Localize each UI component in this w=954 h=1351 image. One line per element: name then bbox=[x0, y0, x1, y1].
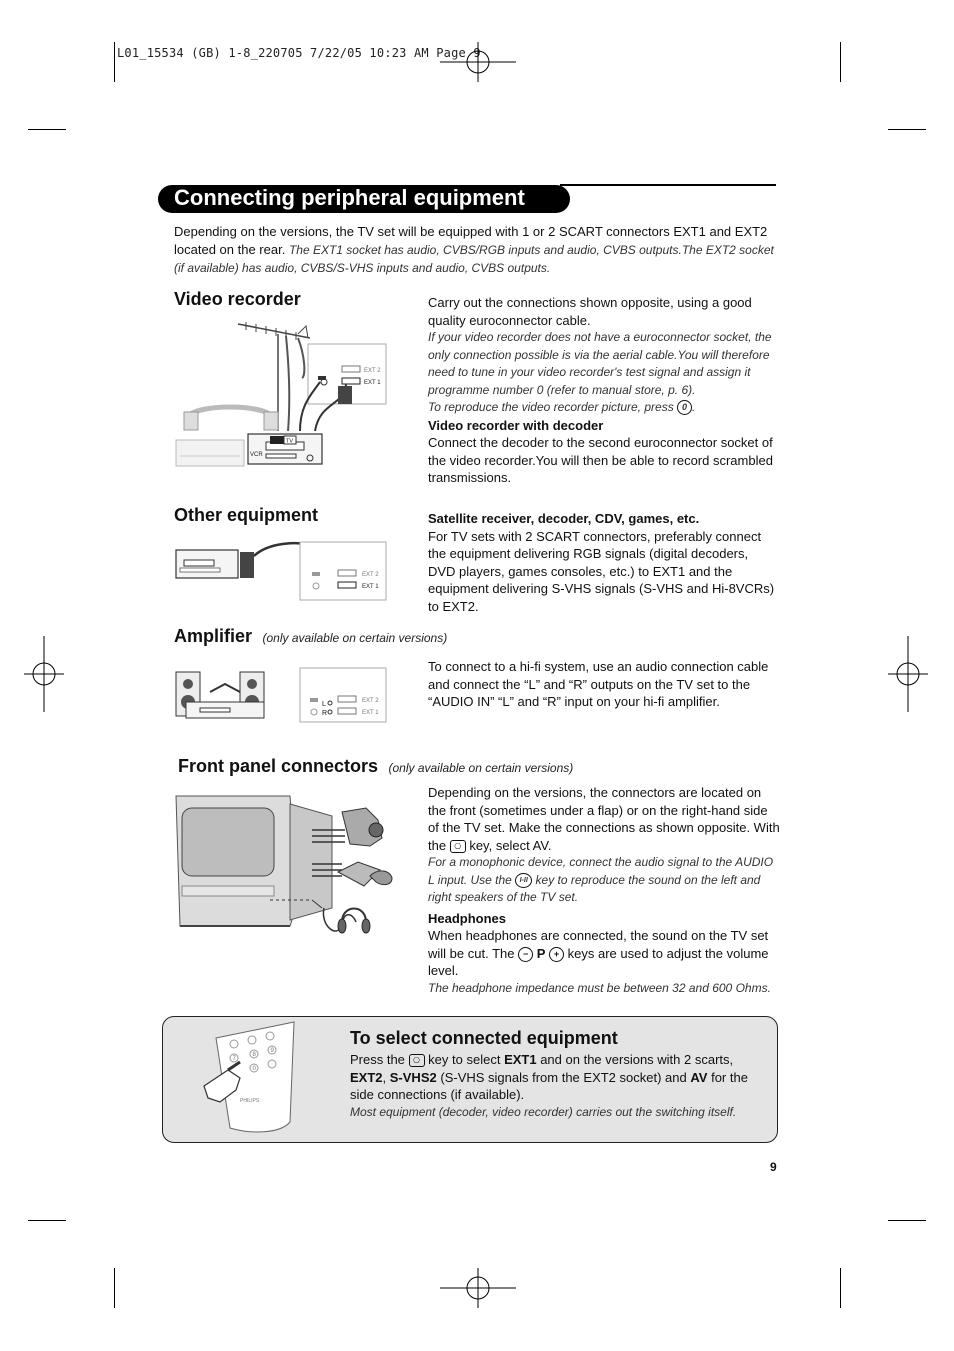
tv-label: TV bbox=[286, 438, 294, 445]
video-recorder-p1: Carry out the connections shown opposite, using a good quality euroconnector cable. bbox=[428, 295, 752, 328]
front-panel-p2b: key to reproduce the sound on the left and right speakers of the TV set. bbox=[428, 872, 761, 904]
front-panel-diagram bbox=[170, 790, 400, 952]
amplifier-text: To connect to a hi-fi system, use an audio connection cable and connect the “L” and “R” outputs on the TV set to the “AUDIO IN” “L” and “R” input on your hi-fi amplifier. bbox=[428, 659, 769, 709]
video-recorder-diagram bbox=[170, 316, 400, 472]
remote-key-label: 9 bbox=[270, 1048, 274, 1054]
select-t4: (S-VHS signals from the EXT2 socket) and bbox=[440, 1069, 687, 1085]
registration-mark-icon bbox=[24, 636, 64, 712]
headphones-heading: Headphones bbox=[428, 910, 507, 926]
front-panel-heading: Front panel connectors bbox=[178, 756, 379, 776]
select-italic: Most equipment (decoder, video recorder) carries out the switching itself. bbox=[350, 1104, 737, 1119]
remote-brand: PHILIPS bbox=[240, 1098, 260, 1104]
av-key-icon: ⎔ bbox=[450, 840, 466, 853]
video-recorder-p3: To reproduce the video recorder picture, press bbox=[428, 400, 674, 414]
ext1-label: EXT 1 bbox=[364, 380, 381, 386]
video-recorder-heading: Video recorder bbox=[174, 289, 301, 309]
remote-control-illustration bbox=[200, 1022, 310, 1134]
select-equipment-text bbox=[350, 1051, 755, 1121]
video-recorder-p2: If your video recorder does not have a euroconnector socket, the only connection possible is via the aerial cable.You will therefore need to tune in your video recorder's test signal and assign it programme number 0 (refer to manual store, p. 6). bbox=[428, 330, 772, 397]
intro-italic: The EXT1 socket has audio, CVBS/RGB inputs and audio, CVBS outputs.The EXT2 socket (if available) has audio, CVBS/S-VHS inputs and audio, CVBS outputs. bbox=[174, 242, 774, 275]
select-t1: Press the bbox=[350, 1052, 405, 1067]
ext1-option: EXT1 bbox=[504, 1052, 537, 1067]
intro-text: Depending on the versions, the TV set will be equipped with 1 or 2 SCART connectors EXT1 and EXT2 located on the rear. bbox=[174, 224, 768, 257]
front-panel-p2a: For a monophonic device, connect the audio signal to the AUDIO L input. Use the bbox=[428, 855, 774, 887]
zero-key-icon: 0 bbox=[677, 400, 692, 415]
program-key-label: P bbox=[536, 945, 546, 961]
registration-mark-icon bbox=[440, 1268, 516, 1308]
ext2-option: EXT2 bbox=[350, 1069, 383, 1085]
audio-l-label: L bbox=[322, 701, 326, 708]
crop-mark bbox=[28, 129, 66, 130]
plus-key-icon: + bbox=[549, 947, 564, 962]
front-panel-p1b: key, select AV. bbox=[469, 837, 552, 853]
crop-mark bbox=[114, 1268, 115, 1308]
registration-mark-icon bbox=[440, 42, 516, 82]
amplifier-heading: Amplifier bbox=[174, 626, 253, 646]
other-equipment-subheading: Satellite receiver, decoder, CDV, games, etc. bbox=[428, 511, 700, 526]
headphones-italic: The headphone impedance must be between 32 and 600 Ohms. bbox=[428, 980, 771, 995]
headphones-text-a: When headphones are connected, the sound on the TV set will be cut. The bbox=[428, 928, 769, 961]
page-number: 9 bbox=[770, 1160, 777, 1174]
registration-mark-icon bbox=[888, 636, 928, 712]
remote-key-label: 0 bbox=[252, 1066, 256, 1072]
video-recorder-text: Carry out the connections shown opposite, using a good quality euroconnector cable. If your video recorder does not have a euroconnector socket, the only connection possible is via the aerial cable.You will therefore need to tune in your video recorder's test signal and assign it programme number 0 (refer to manual store, p. 6). To reproduce the video recorder picture, press 0 . Video recorder with decoder Connect the decoder to the second euroconnector socket of the video recorder.You will then be able to record scrambled transmissions. bbox=[428, 294, 778, 487]
av-key-icon: ⎔ bbox=[409, 1054, 425, 1067]
title-rule bbox=[560, 184, 776, 186]
minus-key-icon: − bbox=[518, 947, 533, 962]
ext2-label: EXT 2 bbox=[362, 698, 379, 704]
other-equipment-diagram bbox=[170, 536, 390, 602]
other-equipment-heading: Other equipment bbox=[174, 505, 319, 525]
ext1-label: EXT 1 bbox=[362, 584, 379, 590]
ext2-label: EXT 2 bbox=[364, 368, 381, 374]
select-equipment-heading: To select connected equipment bbox=[350, 1028, 618, 1048]
crop-mark bbox=[840, 1268, 841, 1308]
page-title: Connecting peripheral equipment bbox=[174, 185, 525, 210]
remote-key-label: 8 bbox=[252, 1052, 256, 1058]
intro-paragraph bbox=[174, 223, 774, 278]
ext2-label: EXT 2 bbox=[362, 572, 379, 578]
amplifier-note: (only available on certain versions) bbox=[262, 631, 448, 645]
audio-r-label: R bbox=[322, 710, 328, 717]
svhs2-option: S-VHS2 bbox=[389, 1069, 437, 1085]
crop-mark bbox=[888, 129, 926, 130]
video-recorder-decoder-heading: Video recorder with decoder bbox=[428, 417, 604, 433]
remote-key-label: 7 bbox=[232, 1056, 236, 1062]
dual-sound-key-icon: I-II bbox=[515, 873, 532, 888]
amplifier-diagram bbox=[170, 662, 390, 728]
crop-mark bbox=[28, 1220, 66, 1221]
select-comma: , bbox=[382, 1069, 387, 1085]
amplifier-heading-row bbox=[174, 626, 447, 647]
other-equipment-text bbox=[428, 510, 778, 615]
vcr-label: VCR bbox=[250, 452, 263, 458]
front-panel-p1a: Depending on the versions, the connectors are located on the front (sometimes under a flap) or on the right-hand side of the TV set. Make the connections as shown opposite. With the bbox=[428, 785, 780, 853]
front-panel-heading-row bbox=[178, 756, 573, 777]
video-recorder-decoder-text: Connect the decoder to the second euroconnector socket of the video recorder.You will then be able to record scrambled transmissions. bbox=[428, 435, 773, 485]
select-t3: and on the versions with 2 scarts, bbox=[540, 1052, 734, 1067]
av-option: AV bbox=[690, 1069, 708, 1085]
crop-mark bbox=[840, 42, 841, 82]
crop-mark bbox=[114, 42, 115, 82]
headphones-text-b: keys are used to adjust the volume level. bbox=[428, 945, 769, 978]
front-panel-note: (only available on certain versions) bbox=[388, 761, 574, 775]
other-equipment-paragraph: For TV sets with 2 SCART connectors, preferably connect the equipment delivering RGB signals (digital decoders, DVD players, games consoles, etc.) to EXT1 and the equipment delivering S-VHS signals (S-VHS and Hi-8VCRs) to EXT2. bbox=[428, 528, 775, 614]
select-t5: for the side connections (if available). bbox=[350, 1069, 748, 1102]
front-panel-text bbox=[428, 784, 780, 997]
select-t2: key to select bbox=[428, 1052, 501, 1067]
print-slug: L01_15534 (GB) 1-8_220705 7/22/05 10:23 AM Page 9 bbox=[117, 46, 481, 60]
ext1-label: EXT 1 bbox=[362, 710, 379, 716]
crop-mark bbox=[888, 1220, 926, 1221]
